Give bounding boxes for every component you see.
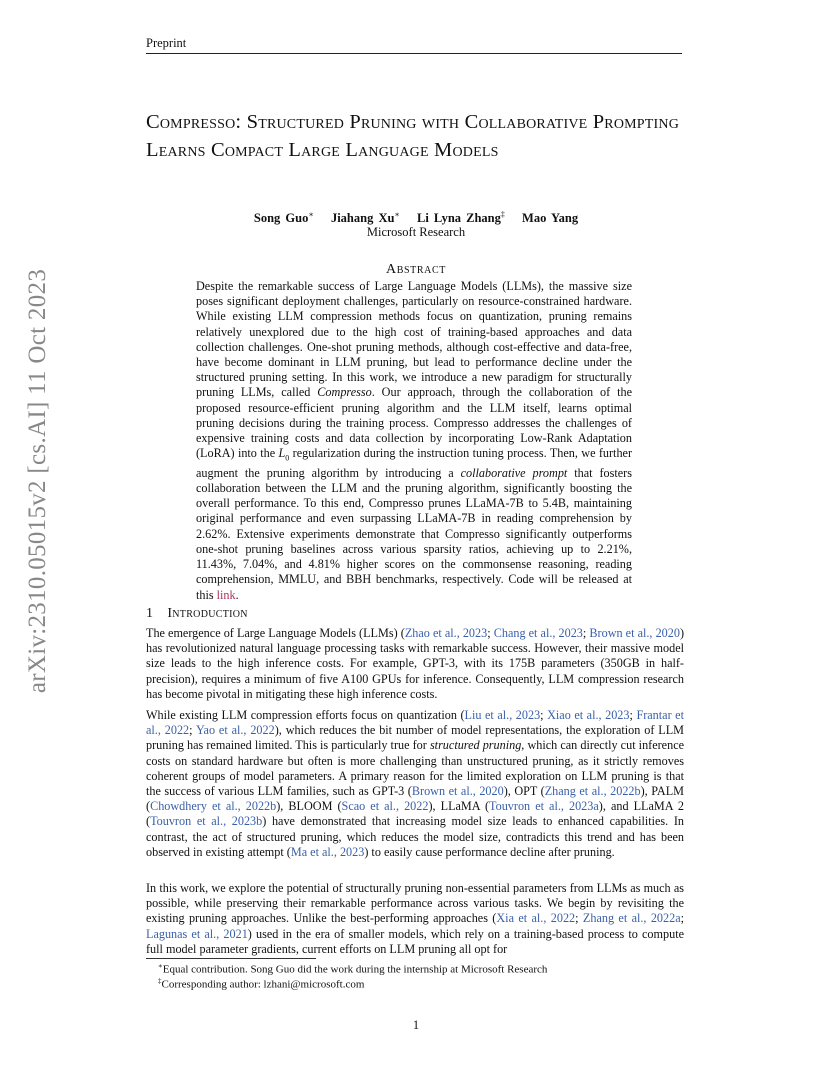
citation-link[interactable]: Scao et al., 2022 xyxy=(341,799,429,814)
citation-link[interactable]: Zhang et al., 2022b xyxy=(544,784,641,799)
citation-link[interactable]: Zhang et al., 2022a xyxy=(582,911,681,926)
author-list xyxy=(146,210,686,226)
footnote-2: ‡Corresponding author: lzhani@microsoft.com xyxy=(158,977,365,991)
footnote-rule xyxy=(146,958,316,959)
intro-paragraph-3: In this work, we explore the potential of structurally pruning non-essential parameters from LLMs as much as possible, while preserving their remarkable performance across various tasks. We begin by revisiting the existing pruning approaches. Unlike the best-performing approaches (Xia et al., 2022; Zhang et al., 2022a; Lagunas et al., 2021) used in the era of smaller models, which rely on a training-based process to compute full model parameter gradients, current efforts on LLM pruning all opt for xyxy=(146,881,684,956)
paper-title: Compresso: Structured Pruning with Collaborative Prompting Learns Compact Large Language Models xyxy=(146,111,680,161)
citation-link[interactable]: Ma et al., 2023 xyxy=(290,844,365,859)
citation-link[interactable]: Touvron et al., 2023b xyxy=(150,814,263,829)
citation-link[interactable]: Frantar et al., 2022 xyxy=(146,708,684,738)
author: Song Guo∗ xyxy=(253,210,314,226)
citation-link[interactable]: Xiao et al., 2023 xyxy=(547,708,630,722)
author: Jiahang Xu∗ xyxy=(330,210,400,226)
author: Mao Yang xyxy=(522,211,579,226)
citation-link[interactable]: Yao et al., 2022 xyxy=(195,723,275,738)
page-number: 1 xyxy=(412,1018,420,1032)
abstract-body: Despite the remarkable success of Large Language Models (LLMs), the massive size poses significant deployment challenges, particularly on resource-constrained hardware. While existing LLM compression methods focus on quantization, pruning remains relatively unexplored due to the high cost of training-based approaches and data collection challenges. One-shot pruning methods, although cost-effective and data-free, have become dominant in LLM pruning, but lead to performance decline under the structured pruning setting. In this work, we introduce a new paradigm for structurally pruning LLMs, called Compresso. Our approach, through the collaboration of the proposed resource-efficient pruning algorithm and the LLM itself, learns optimal pruning decisions during the training process. Compresso addresses the challenges of expensive training costs and data collection by incorporating Low-Rank Adaptation (LoRA) into the $L_0$ regularization during the instruction tuning process. Then, we further augment the pruning algorithm by introducing a collaborative prompt that fosters collaboration between the LLM and the pruning algorithm, significantly boosting the overall performance. To this end, Compresso prunes LLaMA-7B to 5.4B, maintaining original performance and even surpassing LLaMA-7B in reading comprehension by 2.62%. Extensive experiments demonstrate that Compresso significantly outperforms one-shot pruning baselines across various sparsity ratios, achieving up to 2.21%, 11.43%, 7.04%, and 4.81% higher scores on the commonsense reasoning, reading comprehension, MMLU, and BBH benchmarks, respectively. Code will be released at this link. xyxy=(196,279,633,602)
citation-link[interactable]: Chang et al., 2023 xyxy=(493,626,583,640)
citation-link[interactable]: Zhao et al., 2023 xyxy=(404,626,488,640)
footnote-1: ∗Equal contribution. Song Guo did the work during the internship at Microsoft Research xyxy=(158,962,548,976)
citation-link[interactable]: Xia et al., 2022 xyxy=(496,911,576,926)
arxiv-watermark: arXiv:2310.05015v2 [cs.AI] 11 Oct 2023 xyxy=(24,268,51,694)
affiliation: Microsoft Research xyxy=(366,225,466,239)
abstract-heading: Abstract xyxy=(386,262,446,277)
code-link[interactable]: link xyxy=(216,587,236,602)
citation-link[interactable]: Lagunas et al., 2021 xyxy=(146,926,248,941)
citation-link[interactable]: Chowdhery et al., 2022b xyxy=(150,799,277,814)
citation-link[interactable]: Touvron et al., 2023a xyxy=(489,799,599,814)
section-heading-introduction: 1 Introduction xyxy=(146,606,248,621)
citation-link[interactable]: Brown et al., 2020 xyxy=(589,626,680,640)
intro-paragraph-1: The emergence of Large Language Models (LLMs) (Zhao et al., 2023; Chang et al., 2023; Brown et al., 2020) has revolutionized natural language processing tasks with remarkable success. However, their massive model size leads to the high inference costs. For example, GPT-3, with its 175B parameters (350GB in half-precision), requires a minimum of five A100 GPUs for inference. Consequently, LLM compression research has become pivotal in mitigating these high inference costs. xyxy=(146,626,685,701)
citation-link[interactable]: Liu et al., 2023 xyxy=(464,708,541,722)
author: Li Lyna Zhang‡ xyxy=(416,210,505,226)
intro-paragraph-2: While existing LLM compression efforts focus on quantization (Liu et al., 2023; Xiao et al., 2023; Frantar et al., 2022; Yao et al., 2022), which reduces the bit number of model representations, the exploration of LLM pruning has remained limited. This is particularly true for structured pruning, which can directly cut inference costs on standard hardware but often is more challenging than unstructured pruning, as it strictly removes coherent groups of model parameters. A primary reason for the limited exploration on LLM pruning is that the success of various LLM families, such as GPT-3 (Brown et al., 2020), OPT (Zhang et al., 2022b), PALM (Chowdhery et al., 2022b), BLOOM (Scao et al., 2022), LLaMA (Touvron et al., 2023a), and LLaMA 2 (Touvron et al., 2023b) have demonstrated that increasing model size leads to enhanced capabilities. In contrast, the act of structured pruning, which reduces the model size, contradicts this trend and has been observed in existing attempt (Ma et al., 2023) to easily cause performance decline after pruning. xyxy=(146,708,685,859)
citation-link[interactable]: Brown et al., 2020 xyxy=(411,784,504,799)
running-header: Preprint xyxy=(146,36,682,54)
